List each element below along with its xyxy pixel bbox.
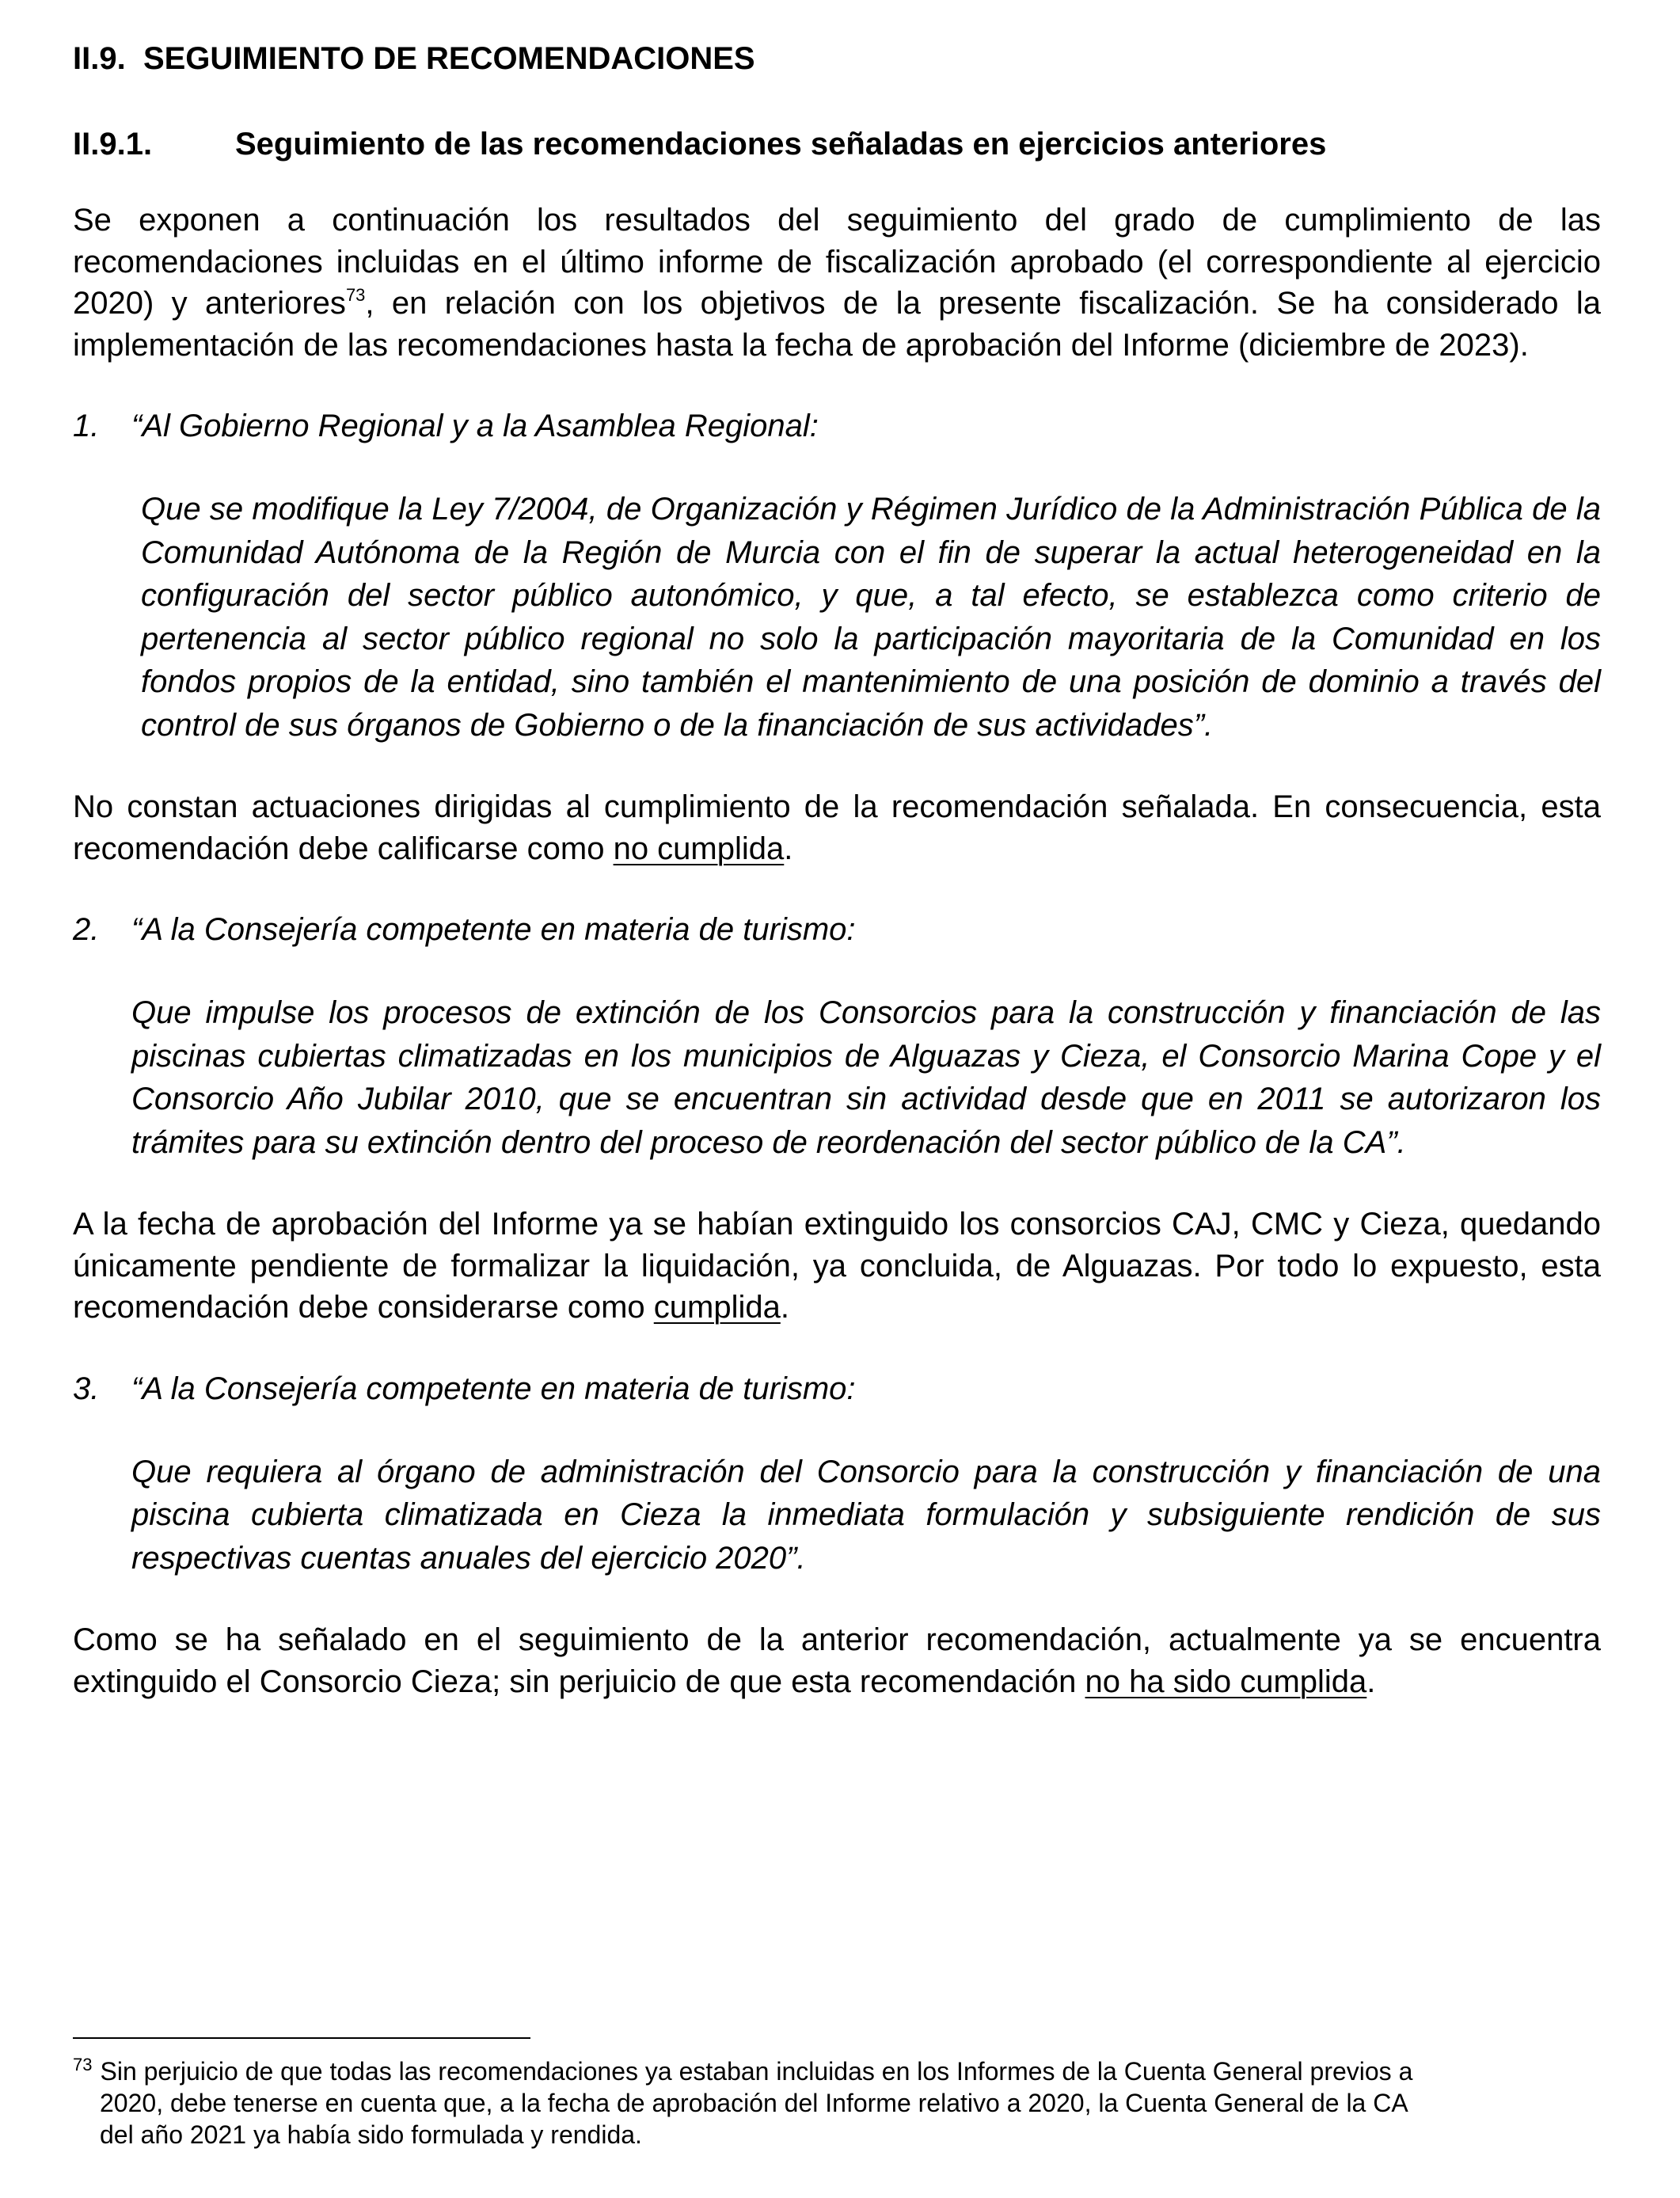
section-title: SEGUIMIENTO DE RECOMENDACIONES xyxy=(143,41,755,76)
recommendation-1-quote: Que se modifique la Ley 7/2004, de Organización y Régimen Jurídico de la Administración Pública de la Comunidad Autónoma de la Región de Murcia con el fin de superar la actual heterogeneidad en la configuración del sector público autonómico, y que, a tal efecto, se establezca como criterio de pertenencia al sector público regional no solo la participación mayoritaria de la Comunidad en los fondos propios de la entidad, sino también el mantenimiento de una posición de dominio a través del control de sus órganos de Gobierno o de la financiación de sus actividades”. xyxy=(141,492,1601,743)
recommendation-3-heading xyxy=(73,1368,1601,1409)
status-label: no ha sido cumplida xyxy=(1085,1664,1367,1699)
assessment-text: Como se ha señalado en el seguimiento de la anterior recomendación, actualmente ya se encuentra extinguido el Consorcio Cieza; sin perjuicio de que esta recomendación xyxy=(73,1622,1601,1699)
subsection-title: Seguimiento de las recomendaciones señaladas en ejercicios anteriores xyxy=(235,127,1327,162)
recommendation-2-quote: Que impulse los procesos de extinción de los Consorcios para la construcción y financiación de las piscinas cubiertas climatizadas en los municipios de Alguazas y Cieza, el Consorcio Marina Cope y el Consorcio Año Jubilar 2010, que se encuentran sin actividad desde que en 2011 se autorizaron los trámites para su extinción dentro del proceso de reordenación del sector público de la CA”. xyxy=(131,995,1601,1160)
section-heading xyxy=(73,38,1601,79)
recommendation-1-assessment xyxy=(73,786,1601,869)
recommendation-addressee: “A la Consejería competente en materia de turismo: xyxy=(131,1371,856,1406)
recommendation-2-assessment xyxy=(73,1204,1601,1329)
recommendation-3-quote: Que requiera al órgano de administración del Consorcio para la construcción y financiación de una piscina cubierta climatizada en Cieza la inmediata formulación y subsiguiente rendición de sus respectivas cuentas anuales del ejercicio 2020”. xyxy=(131,1454,1601,1576)
footnote xyxy=(73,2055,1601,2150)
footnote-line-3: del año 2021 ya había sido formulada y rendida. xyxy=(100,2120,642,2149)
status-label: cumplida xyxy=(653,1290,781,1325)
intro-text: Se exponen a continuación los resultados del seguimiento del grado de cumplimiento de las recomendaciones incluidas en el último informe de fiscalización aprobado (el correspondiente al ejercicio 2020) y anteriores xyxy=(73,203,1601,321)
intro-paragraph xyxy=(73,200,1601,366)
assessment-end: . xyxy=(780,1290,789,1325)
footnote-separator xyxy=(73,2037,530,2039)
recommendation-2-heading xyxy=(73,909,1601,950)
assessment-text: A la fecha de aprobación del Informe ya se habían extinguido los consorcios CAJ, CMC y Cieza, quedando únicamente pendiente de formalizar la liquidación, ya concluida, de Alguazas. Por todo lo expuesto, esta recomendación debe considerarse como xyxy=(73,1207,1601,1325)
recommendation-addressee: “A la Consejería competente en materia de turismo: xyxy=(131,912,856,947)
subsection-number: II.9.1. xyxy=(73,127,153,162)
recommendation-3-assessment xyxy=(73,1619,1601,1702)
footnote-line-2: 2020, debe tenerse en cuenta que, a la fecha de aprobación del Informe relativo a 2020, la Cuenta General de la CA xyxy=(100,2089,1408,2117)
assessment-end: . xyxy=(784,831,793,866)
footnote-marker: 73 xyxy=(73,2055,93,2074)
recommendation-number: 2. xyxy=(73,912,100,947)
section-number: II.9. xyxy=(73,41,126,76)
footnote-text: Sin perjuicio de que todas las recomendaciones ya estaban incluidas en los Informes de la Cuenta General previos a xyxy=(100,2057,1413,2086)
recommendation-number: 3. xyxy=(73,1371,100,1406)
assessment-text: No constan actuaciones dirigidas al cumplimiento de la recomendación señalada. En consecuencia, esta recomendación debe calificarse como xyxy=(73,789,1601,866)
document-page xyxy=(73,38,1601,1702)
recommendation-number: 1. xyxy=(73,409,100,443)
recommendation-1-heading xyxy=(73,405,1601,447)
subsection-heading xyxy=(73,124,1601,165)
status-label: no cumplida xyxy=(613,831,785,866)
recommendation-addressee: “Al Gobierno Regional y a la Asamblea Regional: xyxy=(131,409,819,443)
footnote-ref[interactable]: 73 xyxy=(345,285,366,305)
footnote-line-1 xyxy=(73,2055,1601,2087)
assessment-end: . xyxy=(1366,1664,1376,1699)
intro-text-cont: , en relación con los objetivos de la presente fiscalización. Se ha considerado la implementación de las recomendaciones hasta la fecha de aprobación del Informe (diciembre de 2023). xyxy=(73,286,1602,363)
